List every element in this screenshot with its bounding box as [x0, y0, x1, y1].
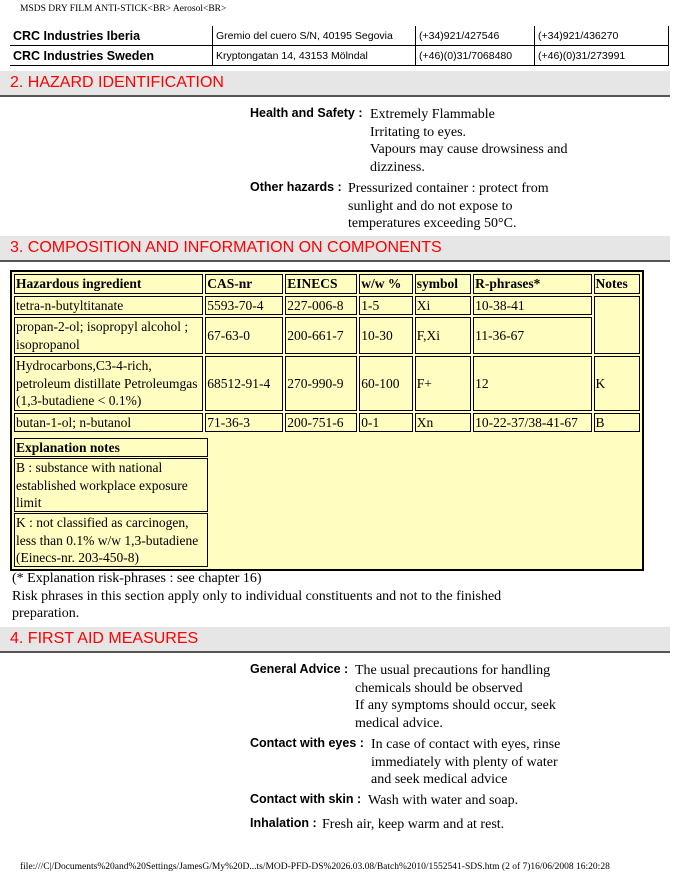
table-header-row [14, 274, 640, 294]
column-header: symbol [415, 274, 471, 294]
company-fax: (+34)921/436270 [535, 26, 669, 46]
note-b: B : substance with national established workplace exposure limit [14, 458, 208, 512]
column-header: w/w % [359, 274, 413, 294]
contact-row [10, 26, 669, 46]
einecs-number: 227-006-8 [285, 296, 357, 316]
weight-percent: 60-100 [359, 356, 413, 411]
composition-table-frame [10, 270, 644, 571]
page-footer-path: file:///C|/Documents%20and%20Settings/JamesG/My%20D...ts/MOD-PFD-DS%2026.03.08/Batch%2010/1552541-SDS.htm (2 of 7)16/06/2008 16:20:28 [20, 862, 610, 872]
contact-row [10, 46, 669, 66]
company-name: CRC Industries Sweden [10, 46, 213, 66]
einecs-number: 200-661-7 [285, 317, 357, 354]
einecs-number: 200-751-6 [285, 413, 357, 433]
column-header: CAS-nr [205, 274, 283, 294]
r-phrases: 10-22-37/38-41-67 [473, 413, 591, 433]
hazard-symbol: F+ [415, 356, 471, 411]
weight-percent: 10-30 [359, 317, 413, 354]
risk-phrase-footnote: (* Explanation risk-phrases : see chapter 16) [12, 571, 262, 586]
contact-eyes-value: In case of contact with eyes, rinse immediately with plenty of water and seek medical advice [371, 737, 561, 787]
section-2-title: 2. HAZARD IDENTIFICATION [10, 74, 224, 91]
company-address: Kryptongatan 14, 43153 Mölndal [213, 46, 416, 66]
ingredient-name: Hydrocarbons,C3-4-rich, petroleum distillate Petroleumgas (1,3-butadiene < 0.1%) [14, 356, 203, 411]
table-row [14, 413, 640, 433]
table-row [14, 317, 640, 354]
section-4-header [0, 627, 670, 653]
section-2-header [0, 71, 670, 97]
inhalation-label: Inhalation : [250, 816, 317, 830]
r-phrases: 11-36-67 [473, 317, 591, 354]
contact-table [10, 26, 669, 66]
company-fax: (+46)(0)31/273991 [535, 46, 669, 66]
ingredient-name: butan-1-ol; n-butanol [14, 413, 203, 433]
composition-footnotes [12, 570, 501, 623]
contact-skin-label: Contact with skin : [250, 792, 362, 806]
cas-number: 5593-70-4 [205, 296, 283, 316]
health-safety-label: Health and Safety : [250, 106, 363, 120]
company-name: CRC Industries Iberia [10, 26, 213, 46]
hazard-symbol: F,Xi [415, 317, 471, 354]
cas-number: 68512-91-4 [205, 356, 283, 411]
cas-number: 71-36-3 [205, 413, 283, 433]
column-header: R-phrases* [473, 274, 591, 294]
other-hazards-value: Pressurized container : protect from sunlight and do not expose to temperatures exceeding 50°C. [348, 181, 549, 231]
page-header: MSDS DRY FILM ANTI-STICK<BR> Aerosol<BR> [20, 4, 227, 14]
composition-table [12, 272, 642, 434]
column-header: Notes [594, 274, 640, 294]
company-address: Gremio del cuero S/N, 40195 Segovia [213, 26, 416, 46]
weight-percent: 0-1 [359, 413, 413, 433]
column-header: Hazardous ingredient [14, 274, 203, 294]
cas-number: 67-63-0 [205, 317, 283, 354]
contact-eyes-label: Contact with eyes : [250, 736, 364, 750]
column-header: EINECS [285, 274, 357, 294]
company-phone: (+46)(0)31/7068480 [416, 46, 535, 66]
notes-cell: B [594, 413, 640, 433]
r-phrases: 12 [473, 356, 591, 411]
inhalation-value: Fresh air, keep warm and at rest. [322, 817, 505, 832]
contact-skin-value: Wash with water and soap. [368, 793, 519, 808]
risk-phrase-note-line: Risk phrases in this section apply only to individual constituents and not to the finished [12, 588, 502, 604]
health-safety-value: Extremely Flammable Irritating to eyes. Vapours may cause drowsiness and dizziness. [370, 107, 568, 175]
company-phone: (+34)921/427546 [416, 26, 535, 46]
hazard-symbol: Xi [415, 296, 471, 316]
risk-phrase-note-line: preparation. [12, 606, 80, 621]
notes-cell: K [594, 356, 640, 411]
section-3-title: 3. COMPOSITION AND INFORMATION ON COMPONENTS [10, 239, 442, 256]
r-phrases: 10-38-41 [473, 296, 591, 316]
note-k: K : not classified as carcinogen, less than 0.1% w/w 1,3-butadiene (Einecs-nr. 203-450-8) [14, 513, 208, 567]
notes-cell [594, 296, 640, 355]
other-hazards-label: Other hazards : [250, 180, 342, 194]
table-row [14, 356, 640, 411]
ingredient-name: propan-2-ol; isopropyl alcohol ; isopropanol [14, 317, 203, 354]
weight-percent: 1-5 [359, 296, 413, 316]
general-advice-label: General Advice : [250, 662, 349, 676]
explanation-notes-title: Explanation notes [14, 438, 208, 457]
general-advice-value: The usual precautions for handling chemicals should be observed If any symptoms should occur, seek medical advice. [355, 663, 556, 731]
einecs-number: 270-990-9 [285, 356, 357, 411]
hazard-symbol: Xn [415, 413, 471, 433]
section-4-title: 4. FIRST AID MEASURES [10, 630, 199, 647]
table-row [14, 296, 640, 316]
ingredient-name: tetra-n-butyltitanate [14, 296, 203, 316]
section-3-header [0, 236, 670, 262]
